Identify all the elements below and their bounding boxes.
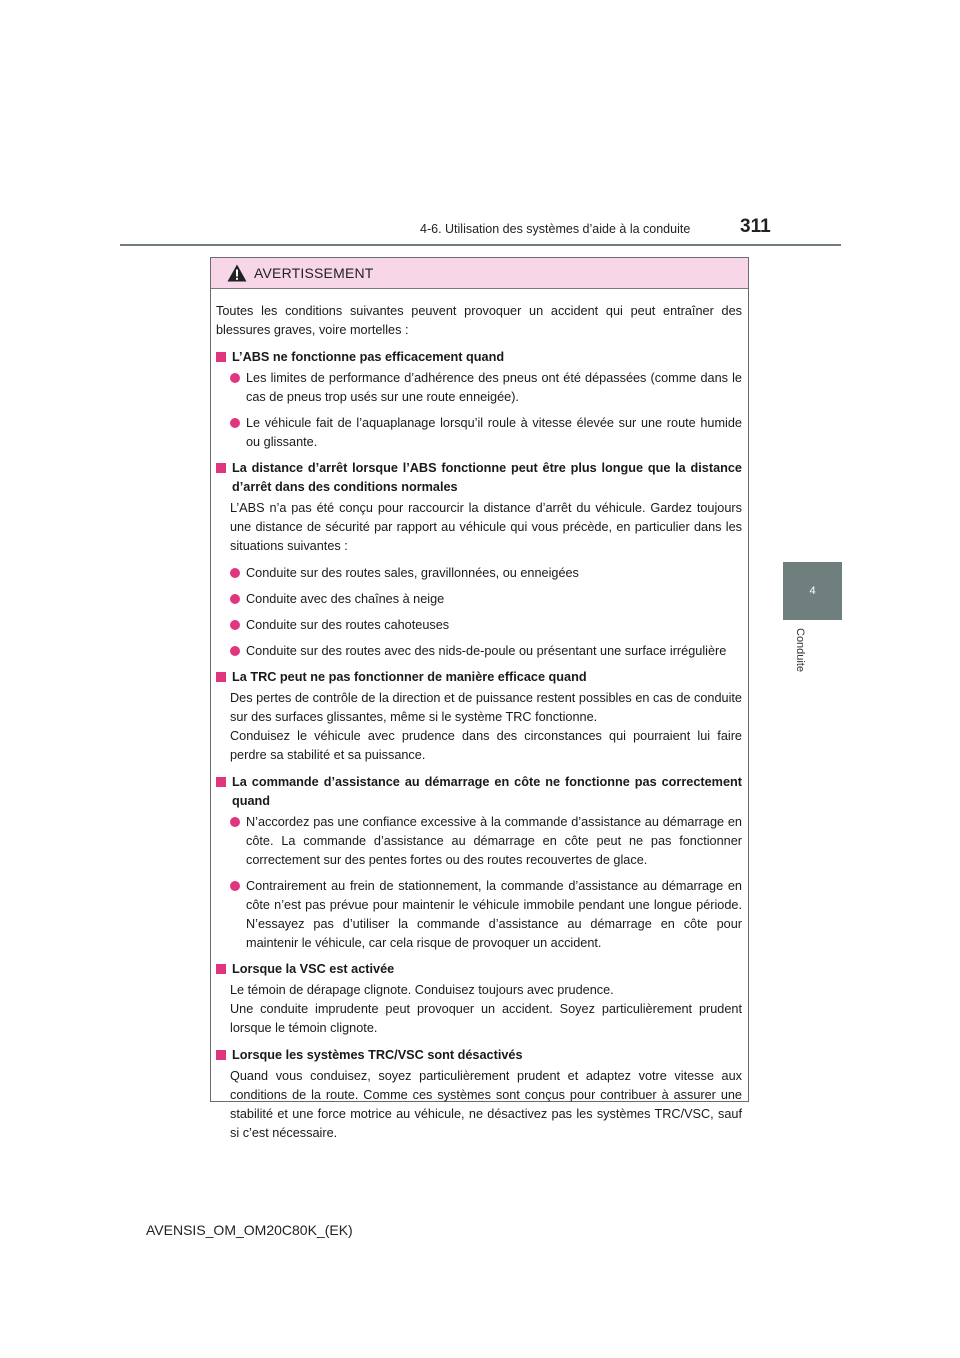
round-bullet-icon	[230, 881, 240, 891]
list-item: Contrairement au frein de stationnement, la commande d’assistance au démarrage en côte n’est pas prévue pour maintenir le véhicule immobile pendant une longue période. N’essayez pas d’utiliser la commande d’assistance au démarrage en côte pour maintenir le véhicule, car cela risque de provoquer un accident.	[230, 877, 742, 953]
section-text: Une conduite imprudente peut provoquer un accident. Soyez particulièrement prudent lorsque le témoin clignote.	[230, 1002, 742, 1035]
header-rule	[120, 244, 841, 246]
section-heading: La commande d’assistance au démarrage en côte ne fonctionne pas correctement quand	[216, 773, 742, 811]
warning-body	[211, 289, 748, 1143]
page-number: 311	[740, 216, 771, 237]
section-text: Quand vous conduisez, soyez particulièrement prudent et adaptez votre vitesse aux conditions de la route. Comme ces systèmes sont conçus pour contribuer à assurer une stabilité et une force motrice au véhicule, ne désactivez pas les systèmes TRC/VSC, sauf si c’est nécessaire.	[230, 1069, 742, 1140]
section-heading: Lorsque la VSC est activée	[216, 960, 742, 979]
warning-box	[210, 257, 749, 1140]
square-bullet-icon	[216, 352, 226, 362]
section-text: Conduisez le véhicule avec prudence dans des circonstances qui pourraient lui faire perdre sa stabilité et sa puissance.	[230, 729, 742, 762]
list-item: Conduite sur des routes avec des nids-de-poule ou présentant une surface irrégulière	[230, 642, 742, 661]
round-bullet-icon	[230, 594, 240, 604]
section-title: 4-6. Utilisation des systèmes d’aide à la conduite	[420, 222, 691, 236]
chapter-label: Conduite	[794, 628, 806, 673]
round-bullet-icon	[230, 568, 240, 578]
round-bullet-icon	[230, 373, 240, 383]
section-heading: La distance d’arrêt lorsque l’ABS fonctionne peut être plus longue que la distance d’arrêt dans des conditions normales	[216, 459, 742, 497]
warning-header	[211, 258, 748, 289]
square-bullet-icon	[216, 463, 226, 473]
square-bullet-icon	[216, 1050, 226, 1060]
square-bullet-icon	[216, 777, 226, 787]
section-text: Le témoin de dérapage clignote. Conduisez toujours avec prudence.	[230, 983, 614, 997]
warning-title: AVERTISSEMENT	[254, 265, 374, 281]
round-bullet-icon	[230, 620, 240, 630]
section-heading: Lorsque les systèmes TRC/VSC sont désactivés	[216, 1046, 742, 1065]
section-heading: L’ABS ne fonctionne pas efficacement quand	[216, 348, 742, 367]
section-text: L’ABS n’a pas été conçu pour raccourcir la distance d’arrêt du véhicule. Gardez toujours une distance de sécurité par rapport au véhicule qui vous précède, en particulier dans les situations suivantes :	[230, 501, 742, 553]
round-bullet-icon	[230, 646, 240, 656]
round-bullet-icon	[230, 418, 240, 428]
chapter-tab: 4	[783, 562, 842, 620]
list-item: Le véhicule fait de l’aquaplanage lorsqu’il roule à vitesse élevée sur une route humide ou glissante.	[230, 414, 742, 452]
section-text: Des pertes de contrôle de la direction et de puissance restent possibles en cas de conduite sur des surfaces glissantes, même si le système TRC fonctionne.	[230, 691, 742, 724]
list-item: Conduite avec des chaînes à neige	[230, 590, 742, 609]
round-bullet-icon	[230, 817, 240, 827]
list-item: Conduite sur des routes cahoteuses	[230, 616, 742, 635]
square-bullet-icon	[216, 672, 226, 682]
warning-intro: Toutes les conditions suivantes peuvent provoquer un accident qui peut entraîner des blessures graves, voire mortelles :	[216, 304, 742, 337]
list-item: N’accordez pas une confiance excessive à la commande d’assistance au démarrage en côte. La commande d’assistance au démarrage en côte peut ne pas fonctionner correctement sur des pentes fortes ou des routes recouvertes de glace.	[230, 813, 742, 870]
warning-triangle-icon	[227, 264, 247, 282]
list-item: Conduite sur des routes sales, gravillonnées, ou enneigées	[230, 564, 742, 583]
square-bullet-icon	[216, 964, 226, 974]
section-heading: La TRC peut ne pas fonctionner de manière efficace quand	[216, 668, 742, 687]
document-code: AVENSIS_OM_OM20C80K_(EK)	[146, 1222, 353, 1238]
list-item: Les limites de performance d’adhérence des pneus ont été dépassées (comme dans le cas de pneus trop usés sur une route enneigée).	[230, 369, 742, 407]
